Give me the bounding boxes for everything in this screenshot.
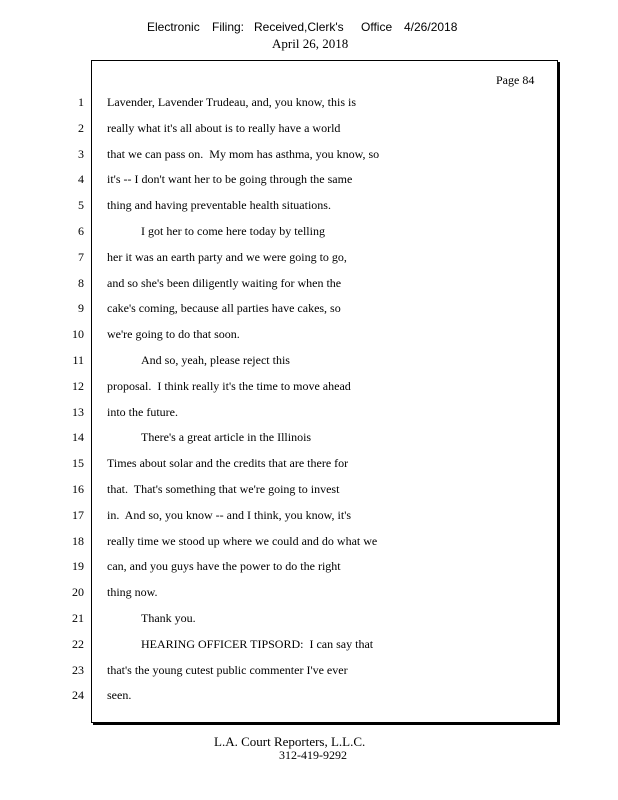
stamp-word: Electronic bbox=[147, 20, 200, 34]
line-text: really time we stood up where we could and do what we bbox=[107, 533, 378, 548]
line-text: Thank you. bbox=[141, 611, 196, 625]
line-text: that's the young cutest public commenter I've ever bbox=[107, 662, 348, 677]
transcript-line bbox=[0, 198, 560, 218]
line-text: and so she's been diligently waiting for when the bbox=[107, 275, 342, 290]
line-number: 16 bbox=[72, 482, 84, 496]
line-number: 7 bbox=[78, 249, 84, 264]
transcript-line bbox=[0, 405, 560, 425]
line-text: her it was an earth party and we were going to go, bbox=[107, 249, 347, 264]
line-number: 23 bbox=[72, 662, 84, 677]
transcript-line bbox=[0, 121, 560, 141]
line-text: And so, yeah, please reject this bbox=[141, 353, 290, 367]
line-number: 20 bbox=[72, 585, 84, 600]
transcript-line bbox=[0, 353, 560, 373]
line-number: 3 bbox=[78, 146, 84, 161]
transcript-line bbox=[0, 301, 560, 321]
stamp-word: 4/26/2018 bbox=[404, 20, 458, 34]
transcript-line bbox=[0, 172, 560, 192]
transcript-line bbox=[0, 95, 560, 115]
line-number: 5 bbox=[78, 198, 84, 213]
transcript-line bbox=[0, 430, 560, 450]
line-number: 14 bbox=[72, 430, 84, 445]
line-text: can, and you guys have the power to do the right bbox=[107, 559, 341, 574]
transcript-line bbox=[0, 147, 560, 167]
stamp-word: Received,Clerk's bbox=[254, 20, 344, 34]
line-text: thing and having preventable health situations. bbox=[107, 198, 331, 213]
transcript-line bbox=[0, 637, 560, 657]
line-number: 19 bbox=[72, 559, 84, 574]
line-number: 2 bbox=[78, 120, 84, 135]
transcript-line bbox=[0, 224, 560, 244]
transcript-line bbox=[0, 276, 560, 296]
line-number: 6 bbox=[78, 224, 84, 238]
line-number: 8 bbox=[78, 275, 84, 290]
line-text: There's a great article in the Illinois bbox=[141, 430, 312, 445]
line-number: 22 bbox=[72, 636, 84, 651]
line-text: I got her to come here today by telling bbox=[141, 224, 325, 238]
line-number: 1 bbox=[78, 95, 84, 109]
line-number: 18 bbox=[72, 533, 84, 548]
line-text: into the future. bbox=[107, 404, 178, 419]
line-text: thing now. bbox=[107, 585, 158, 600]
line-number: 13 bbox=[72, 404, 84, 419]
transcript-line bbox=[0, 559, 560, 579]
line-number: 11 bbox=[72, 353, 84, 367]
transcript-line bbox=[0, 482, 560, 502]
line-number: 10 bbox=[72, 327, 84, 342]
transcript-line bbox=[0, 534, 560, 554]
transcript-line bbox=[0, 611, 560, 631]
stamp-word: Filing: bbox=[212, 20, 245, 34]
line-text: in. And so, you know -- and I think, you know, it's bbox=[107, 507, 352, 522]
line-text: Times about solar and the credits that are there for bbox=[107, 456, 349, 471]
line-number: 17 bbox=[72, 507, 84, 522]
footer-phone: 312-419-9292 bbox=[279, 748, 347, 762]
line-text: we're going to do that soon. bbox=[107, 327, 240, 342]
footer-company: L.A. Court Reporters, L.L.C. bbox=[214, 734, 366, 749]
transcript-line bbox=[0, 456, 560, 476]
line-number: 12 bbox=[72, 378, 84, 393]
transcript-line bbox=[0, 688, 560, 708]
line-text: seen. bbox=[107, 688, 132, 703]
line-number: 21 bbox=[72, 611, 84, 625]
line-text: proposal. I think really it's the time to move ahead bbox=[107, 378, 351, 393]
line-number: 9 bbox=[78, 301, 84, 316]
transcript-line bbox=[0, 585, 560, 605]
filing-date: April 26, 2018 bbox=[272, 36, 349, 51]
transcript-line bbox=[0, 250, 560, 270]
line-text: cake's coming, because all parties have cakes, so bbox=[107, 301, 341, 316]
line-text: HEARING OFFICER TIPSORD: I can say that bbox=[141, 636, 374, 651]
transcript-line bbox=[0, 327, 560, 347]
page-number: Page 84 bbox=[496, 73, 535, 87]
transcript-line bbox=[0, 508, 560, 528]
line-number: 24 bbox=[72, 688, 84, 703]
line-text: that we can pass on. My mom has asthma, you know, so bbox=[107, 146, 380, 161]
transcript-line bbox=[0, 663, 560, 683]
line-text: really what it's all about is to really have a world bbox=[107, 120, 341, 135]
line-number: 4 bbox=[78, 172, 84, 187]
line-number: 15 bbox=[72, 456, 84, 471]
line-text: Lavender, Lavender Trudeau, and, you know, this is bbox=[107, 95, 357, 109]
stamp-word: Office bbox=[361, 20, 393, 34]
transcript-line bbox=[0, 379, 560, 399]
line-text: that. That's something that we're going to invest bbox=[107, 482, 340, 496]
line-text: it's -- I don't want her to be going through the same bbox=[107, 172, 353, 187]
